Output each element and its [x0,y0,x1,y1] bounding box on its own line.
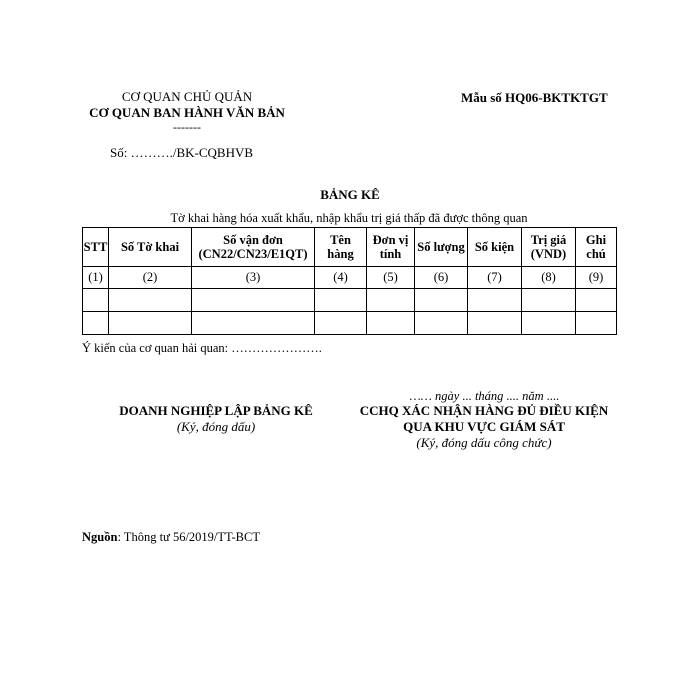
column-number: (9) [576,267,617,289]
date-line: …… ngày ... tháng .... năm .... [409,389,560,403]
enterprise-signature-block [100,403,332,435]
table-header-row [83,228,617,267]
table-cell [576,289,617,312]
column-number: (3) [192,267,315,289]
table-cell [468,289,522,312]
table-cell [109,289,192,312]
customs-signature-title-line2: QUA KHU VỰC GIÁM SÁT [403,419,565,434]
document-title: BẢNG KÊ [320,187,380,202]
issuing-agency: CƠ QUAN BAN HÀNH VĂN BẢN [89,105,285,120]
declaration-table [82,227,617,335]
column-header: STT [83,228,109,267]
table-cell [367,312,415,335]
table-cell [109,312,192,335]
table-row [83,312,617,335]
table-cell [315,312,367,335]
enterprise-signature-note: (Ký, đóng dấu) [176,419,256,434]
source-label: Nguồn [82,530,118,544]
table-cell [83,289,109,312]
form-number: Mẫu số HQ06-BKTKTGT [461,90,608,105]
table-cell [83,312,109,335]
column-number: (4) [315,267,367,289]
column-header: Số lượng [415,228,468,267]
source-line [82,530,260,545]
customs-signature-note: (Ký, đóng dấu công chức) [416,435,552,450]
column-number: (7) [468,267,522,289]
table-cell [192,289,315,312]
source-text: : Thông tư 56/2019/TT-BCT [117,530,260,544]
table-cell [367,289,415,312]
column-number: (2) [109,267,192,289]
customs-signature-block [345,403,623,451]
table-cell [576,312,617,335]
column-header: Ghi chú [576,228,617,267]
header-separator: ------- [173,120,201,134]
table-cell [315,289,367,312]
table-row [83,289,617,312]
document-number: Số: ………./BK-CQBHVB [110,145,254,160]
column-number-row [83,267,617,289]
column-header: Trị giá (VND) [522,228,576,267]
table-cell [522,289,576,312]
table-cell [415,289,468,312]
column-number: (1) [83,267,109,289]
table-cell [468,312,522,335]
table-cell [192,312,315,335]
table-cell [415,312,468,335]
column-header: Số Tờ khai [109,228,192,267]
parent-agency: CƠ QUAN CHỦ QUẢN [121,89,253,104]
column-number: (8) [522,267,576,289]
column-header: Tên hàng [315,228,367,267]
enterprise-signature-title: DOANH NGHIỆP LẬP BẢNG KÊ [119,403,313,418]
column-header: Đơn vị tính [367,228,415,267]
document-subtitle: Tờ khai hàng hóa xuất khẩu, nhập khẩu trị giá thấp đã được thông quan [170,211,528,225]
column-header: Số kiện [468,228,522,267]
customs-signature-title-line1: CCHQ XÁC NHẬN HÀNG ĐỦ ĐIỀU KIỆN [359,403,609,418]
table-cell [522,312,576,335]
column-header: Số vận đơn (CN22/CN23/E1QT) [192,228,315,267]
column-number: (6) [415,267,468,289]
customs-opinion: Ý kiến của cơ quan hải quan: …………………. [82,341,322,355]
column-number: (5) [367,267,415,289]
